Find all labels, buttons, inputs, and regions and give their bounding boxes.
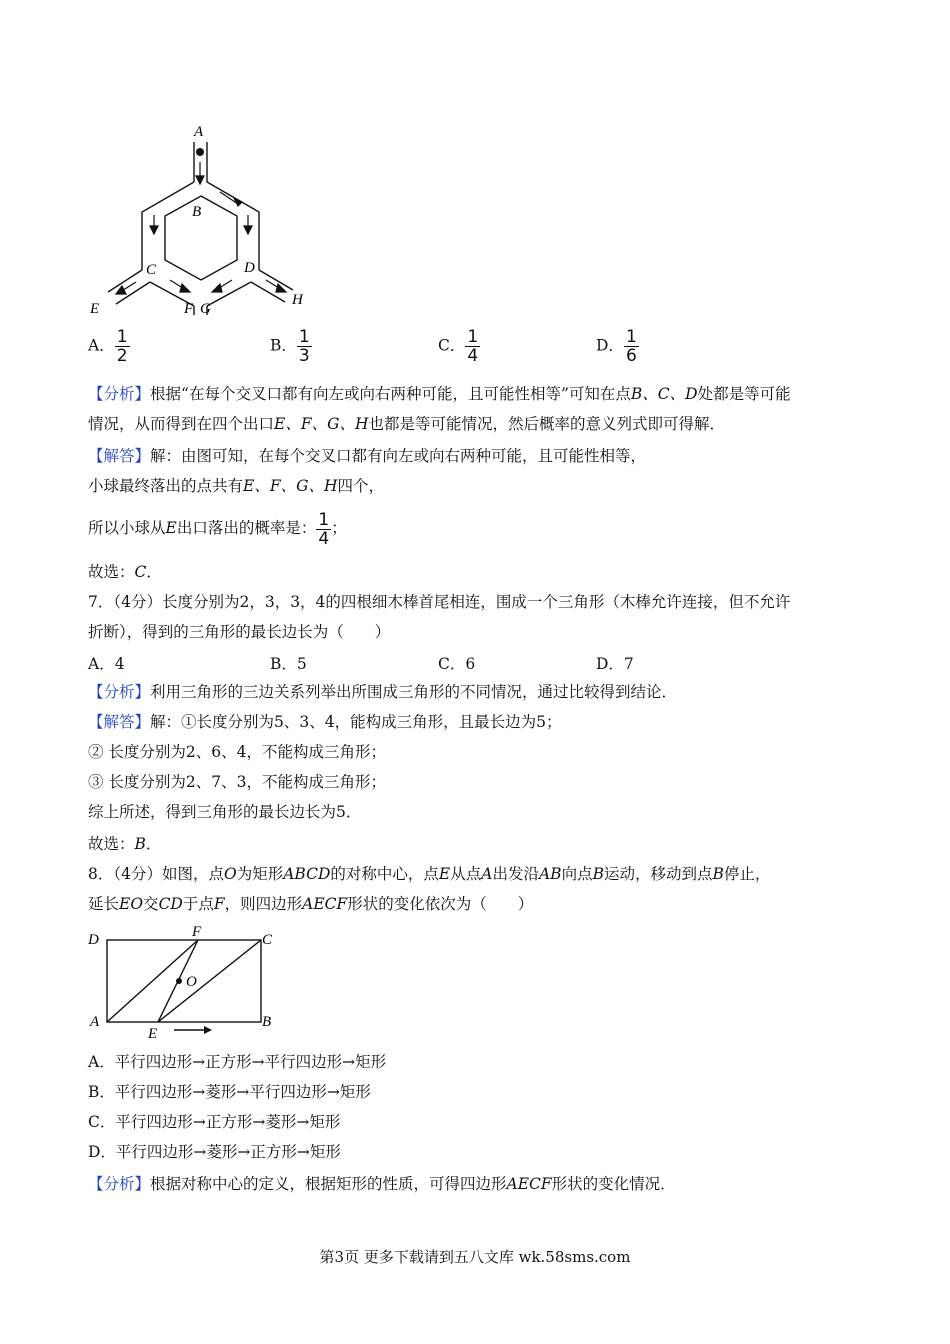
q7-answer-line2: ② 长度分别为2、6、4，不能构成三角形； — [88, 743, 387, 761]
fraction: $\frac{1}{2}$ — [116, 327, 128, 366]
q7-answer-line1: 【解答】解：①长度分别为5、3、4，能构成三角形，且最长边为5； — [88, 713, 562, 731]
rectangle-abcd-figure — [86, 922, 286, 1040]
label-C: C — [262, 932, 273, 948]
label-F: F — [192, 924, 202, 940]
fraction: $\frac{1}{4}$ — [467, 327, 479, 366]
q6-answer-line3: 所以小球从E出口落出的概率是： $\frac{1}{4}$ ； — [88, 509, 347, 549]
q8-option-c[interactable]: C．平行四边形→正方形→菱形→矩形 — [88, 1113, 341, 1131]
q7-answer-line3: ③ 长度分别为2、7、3，不能构成三角形； — [88, 773, 387, 791]
q6-option-c[interactable]: C． $\frac{1}{4}$ — [438, 327, 479, 366]
q6-option-b[interactable]: B． $\frac{1}{3}$ — [270, 327, 310, 366]
fraction: $\frac{1}{6}$ — [625, 327, 637, 366]
label-F: F — [184, 301, 194, 317]
q6-answer-line1: 【解答】解：由图可知，在每个交叉口都有向左或向右两种可能，且可能性相等， — [88, 447, 647, 465]
q7-option-b[interactable]: B．5 — [270, 655, 307, 673]
q6-option-a[interactable]: A． $\frac{1}{2}$ — [88, 327, 128, 366]
q6-option-d[interactable]: D． $\frac{1}{6}$ — [596, 327, 637, 366]
label-G: G — [200, 301, 211, 317]
label-C: C — [146, 262, 157, 278]
label-D: D — [244, 260, 255, 276]
q8-option-d[interactable]: D．平行四边形→菱形→正方形→矩形 — [88, 1143, 341, 1161]
q6-analysis-line1: 【分析】根据“在每个交叉口都有向左或向右两种可能，且可能性相等”可知在点B、C、D处都是等可能 — [88, 385, 791, 403]
q8-stem-line1: 8．（4分）如图，点O为矩形ABCD的对称中心，点E从点A出发沿AB向点B运动，移动到点B停止， — [88, 865, 771, 883]
label-D: D — [88, 932, 99, 948]
q6-answer-line2: 小球最终落出的点共有E、F、G、H四个， — [88, 477, 384, 495]
q8-option-a[interactable]: A．平行四边形→正方形→平行四边形→矩形 — [88, 1053, 387, 1071]
q7-option-a[interactable]: A．4 — [88, 655, 125, 673]
label-A: A — [194, 124, 204, 140]
label-H: H — [292, 292, 303, 308]
label-A: A — [90, 1014, 100, 1030]
q7-analysis: 【分析】利用三角形的三边关系列举出所围成三角形的不同情况，通过比较得到结论． — [88, 683, 678, 701]
label-O: O — [186, 974, 197, 990]
hexagon-ball-path-figure — [86, 120, 326, 320]
label-E: E — [148, 1026, 158, 1040]
q7-answer-line4: 综上所述，得到三角形的最长边长为5． — [88, 803, 362, 821]
q8-option-b[interactable]: B．平行四边形→菱形→平行四边形→矩形 — [88, 1083, 371, 1101]
q7-choose: 故选：B． — [88, 835, 162, 853]
q7-option-d[interactable]: D．7 — [596, 655, 634, 673]
q7-stem-line2: 折断），得到的三角形的最长边长为（ ） — [88, 623, 391, 641]
fraction: $\frac{1}{3}$ — [298, 327, 310, 366]
q6-choose: 故选：C． — [88, 563, 162, 581]
q8-analysis: 【分析】根据对称中心的定义，根据矩形的性质，可得四边形AECF形状的变化情况． — [88, 1175, 676, 1193]
label-E: E — [90, 301, 100, 317]
label-B: B — [192, 204, 202, 220]
fraction: $\frac{1}{4}$ — [318, 509, 330, 549]
q6-analysis-line2: 情况，从而得到在四个出口E、F、G、H也都是等可能情况，然后概率的意义列式即可得解． — [88, 415, 725, 433]
page-footer: 第3页 更多下载请到五八文库 wk.58sms.com — [319, 1248, 631, 1266]
q8-stem-line2: 延长EO交CD于点F，则四边形AECF形状的变化依次为（ ） — [88, 895, 534, 913]
q7-stem-line1: 7．（4分）长度分别为2，3，3，4的四根细木棒首尾相连，围成一个三角形（木棒允许连接，但不允许 — [88, 593, 791, 611]
q7-option-c[interactable]: C．6 — [438, 655, 476, 673]
label-B: B — [262, 1014, 272, 1030]
